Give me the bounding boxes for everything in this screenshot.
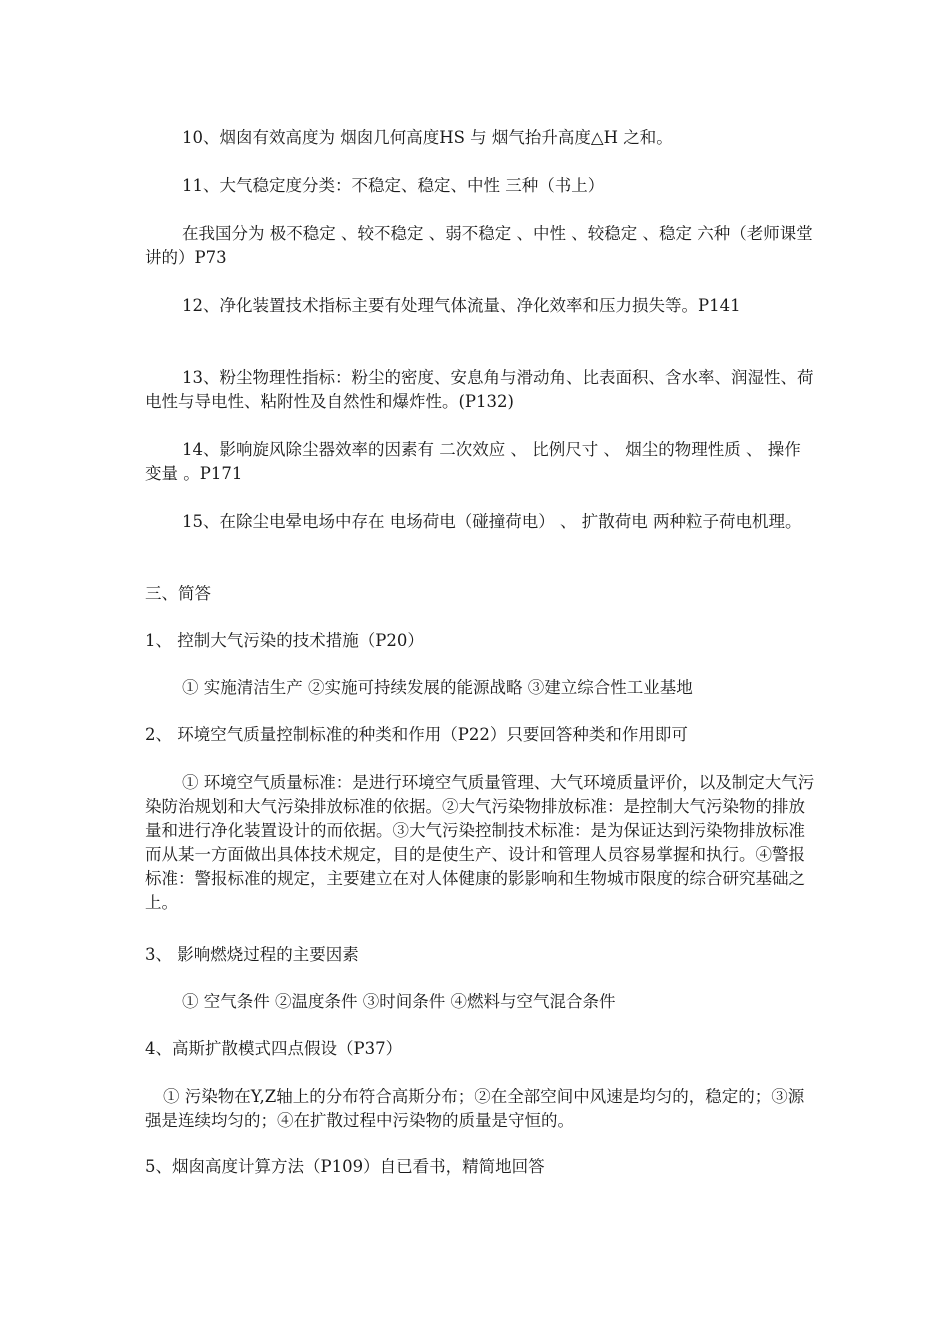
- item-11: 11、大气稳定度分类：不稳定、稳定、中性 三种（书上）: [182, 176, 605, 195]
- answer-1: ① 实施清洁生产 ②实施可持续发展的能源战略 ③建立综合性工业基地: [182, 678, 693, 697]
- answer-3: ① 空气条件 ②温度条件 ③时间条件 ④燃料与空气混合条件: [182, 992, 616, 1011]
- item-15: 15、在除尘电晕电场中存在 电场荷电（碰撞荷电） 、 扩散荷电 两种粒子荷电机理。: [182, 512, 802, 531]
- section-heading: 三、简答: [145, 584, 211, 603]
- item-11-note: 在我国分为 极不稳定 、较不稳定 、弱不稳定 、中性 、较稳定 、稳定 六种（老师课堂讲的）P73: [145, 224, 813, 267]
- question-4: 4、高斯扩散模式四点假设（P37）: [145, 1039, 403, 1058]
- question-3: 3、 影响燃烧过程的主要因素: [145, 945, 359, 964]
- item-10: 10、烟囱有效高度为 烟囱几何高度HS 与 烟气抬升高度△H 之和。: [182, 128, 673, 147]
- item-14: 14、影响旋风除尘器效率的因素有 二次效应 、 比例尺寸 、 烟尘的物理性质 、 操作变量 。P171: [145, 440, 801, 483]
- answer-4: ① 污染物在Y,Z轴上的分布符合高斯分布；②在全部空间中风速是均匀的，稳定的；③源强是连续均匀的；④在扩散过程中污染物的质量是守恒的。: [145, 1087, 805, 1130]
- item-12: 12、净化装置技术指标主要有处理气体流量、净化效率和压力损失等。P141: [182, 296, 741, 315]
- question-1: 1、 控制大气污染的技术措施（P20）: [145, 631, 424, 650]
- question-2: 2、 环境空气质量控制标准的种类和作用（P22）只要回答种类和作用即可: [145, 725, 688, 744]
- item-13: 13、粉尘物理性指标：粉尘的密度、安息角与滑动角、比表面积、含水率、润湿性、荷电性与导电性、粘附性及自然性和爆炸性。(P132): [145, 368, 814, 411]
- question-5: 5、烟囱高度计算方法（P109）自已看书，精简地回答: [145, 1157, 545, 1176]
- answer-2: ① 环境空气质量标准：是进行环境空气质量管理、大气环境质量评价，以及制定大气污染防治规划和大气污染排放标准的依据。②大气污染物排放标准：是控制大气污染物的排放量和进行净化装置设计的而依据。③大气污染控制技术标准：是为保证达到污染物排放标准而从某一方面做出具体技术规定，目的是使生产、设计和管理人员容易掌握和执行。④警报标准：警报标准的规定，主要建立在对人体健康的影影响和生物城市限度的综合研究基础之上。: [145, 773, 815, 912]
